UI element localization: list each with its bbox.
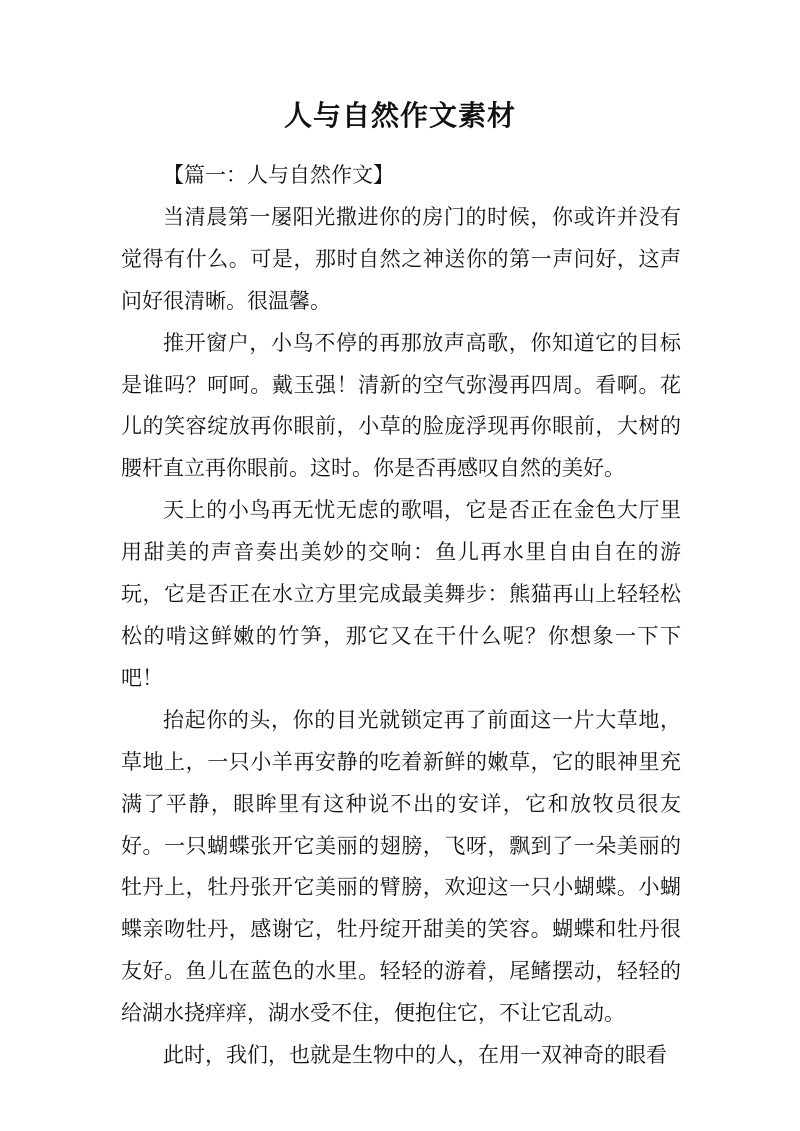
paragraph-4: 抬起你的头，你的目光就锁定再了前面这一片大草地，草地上，一只小羊再安静的吃着新鲜的嫩草，它的眼神里充满了平静，眼眸里有这种说不出的安详，它和放牧员很友好。一只蝴蝶张开它美丽的翅膀，飞呀，飘到了一朵美丽的牡丹上，牡丹张开它美丽的臂膀，欢迎这一只小蝴蝶。小蝴蝶亲吻牡丹，感谢它，牡丹绽开甜美的笑容。蝴蝶和牡丹很友好。鱼儿在蓝色的水里。轻轻的游着，尾鳍摆动，轻轻的给湖水挠痒痒，湖水受不住，便抱住它，不让它乱动。 (121, 707, 681, 1026)
paragraph-5: 此时，我们，也就是生物中的人，在用一双神奇的眼看 (163, 1043, 667, 1068)
section-heading: 【篇一：人与自然作文】 (163, 163, 394, 187)
paragraph-3: 天上的小鸟再无忧无虑的歌唱，它是否正在金色大厅里用甜美的声音奏出美妙的交响：鱼儿再水里自由自在的游玩，它是否正在水立方里完成最美舞步：熊猫再山上轻轻松松的啃这鲜嫩的竹笋，那它又在干什么呢？你想象一下下吧！ (121, 498, 681, 690)
paragraph-2: 推开窗户，小鸟不停的再那放声高歌，你知道它的目标是谁吗？呵呵。戴玉强！清新的空气弥漫再四周。看啊。花儿的笑容绽放再你眼前，小草的脸庞浮现再你眼前，大树的腰杆直立再你眼前。这时。你是否再感叹自然的美好。 (121, 330, 681, 481)
document-body (121, 155, 681, 1077)
paragraph-1: 当清晨第一屡阳光撒进你的房门的时候，你或许并没有觉得有什么。可是，那时自然之神送你的第一声问好，这声问好很清晰。很温馨。 (121, 204, 681, 313)
document-title: 人与自然作文素材 (283, 99, 516, 132)
